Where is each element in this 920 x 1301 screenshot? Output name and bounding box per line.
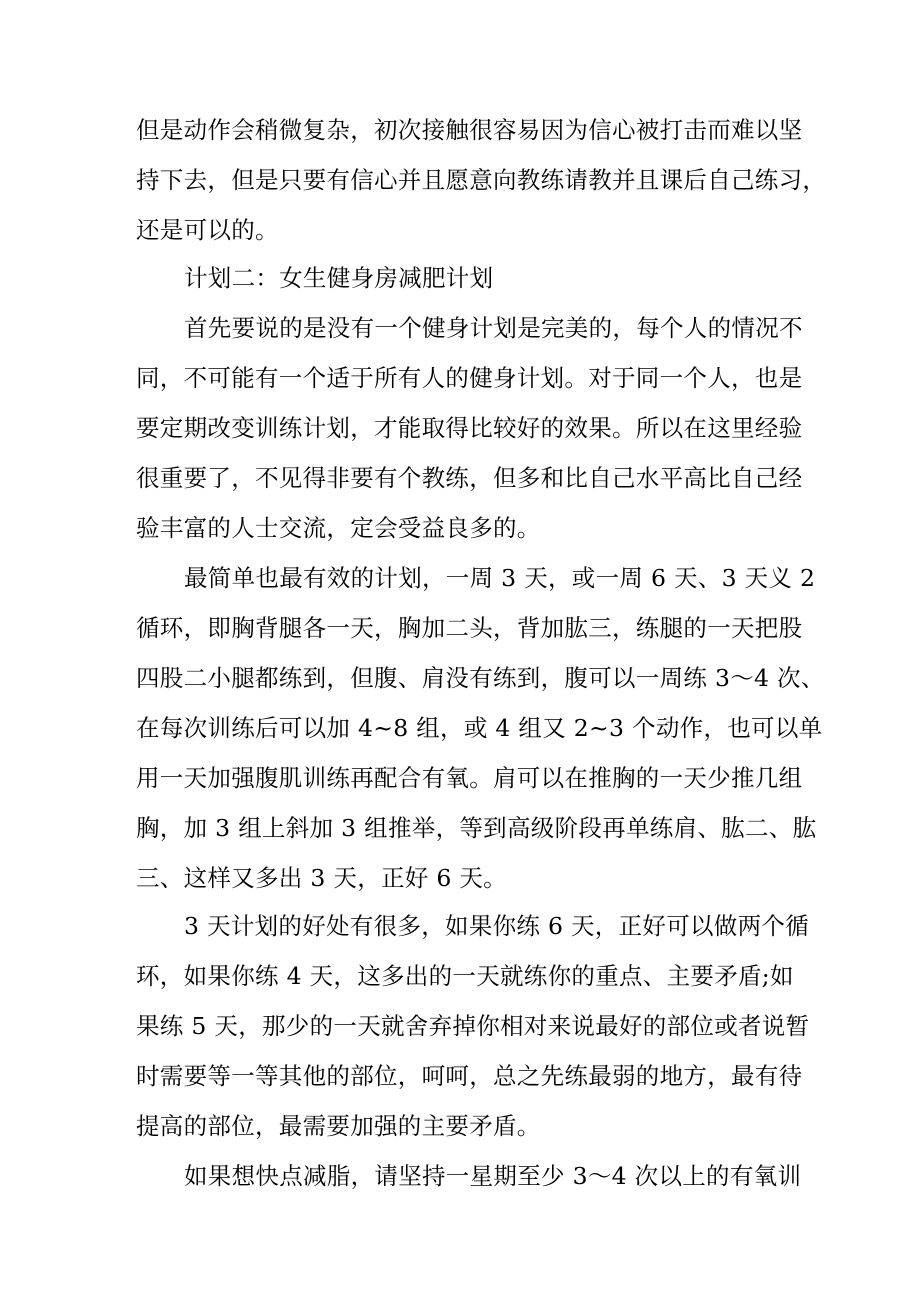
text-line: 同，不可能有一个适于所有人的健身计划。对于同一个人，也是 <box>136 364 803 392</box>
text-line: 验丰富的人士交流，定会受益良多的。 <box>136 514 541 542</box>
text-line: 要定期改变训练计划，才能取得比较好的效果。所以在这里经验 <box>136 414 803 442</box>
text-line: 首先要说的是没有一个健身计划是完美的，每个人的情况不 <box>184 314 803 342</box>
text-line: 四股二小腿都练到，但腹、肩没有练到，腹可以一周练 3～4 次、 <box>136 664 825 692</box>
text-line: 持下去，但是只要有信心并且愿意向教练请教并且课后自己练习， <box>136 166 827 194</box>
text-line: 3 天计划的好处有很多，如果你练 6 天，正好可以做两个循 <box>184 912 810 940</box>
text-line: 如果想快点减脂，请坚持一星期至少 3～4 次以上的有氧训 <box>184 1162 802 1190</box>
text-line: 胸，加 3 组上斜加 3 组推举，等到高级阶段再单练肩、肱二、肱 <box>136 814 817 842</box>
text-line: 还是可以的。 <box>136 216 279 244</box>
text-line: 很重要了，不见得非要有个教练，但多和比自己水平高比自己经 <box>136 464 803 492</box>
text-line: 用一天加强腹肌训练再配合有氧。肩可以在推胸的一天少推几组 <box>136 764 803 792</box>
text-line: 在每次训练后可以加 4~8 组，或 4 组又 2~3 个动作，也可以单 <box>136 714 823 742</box>
text-line: 循环，即胸背腿各一天，胸加二头，背加肱三，练腿的一天把股 <box>136 614 803 642</box>
text-line: 但是动作会稍微复杂，初次接触很容易因为信心被打击而难以坚 <box>136 116 803 144</box>
text-line: 果练 5 天，那少的一天就舍弃掉你相对来说最好的部位或者说暂 <box>136 1012 810 1040</box>
text-line: 时需要等一等其他的部位，呵呵，总之先练最弱的地方，最有待 <box>136 1062 803 1090</box>
text-line: 最简单也最有效的计划，一周 3 天，或一周 6 天、3 天义 2 <box>184 564 816 592</box>
text-line: 三、这样又多出 3 天，正好 6 天。 <box>136 864 507 892</box>
section-heading: 计划二：女生健身房减肥计划 <box>184 264 494 292</box>
text-line: 环，如果你练 4 天，这多出的一天就练你的重点、主要矛盾;如 <box>136 962 794 990</box>
text-line: 提高的部位，最需要加强的主要矛盾。 <box>136 1112 541 1140</box>
